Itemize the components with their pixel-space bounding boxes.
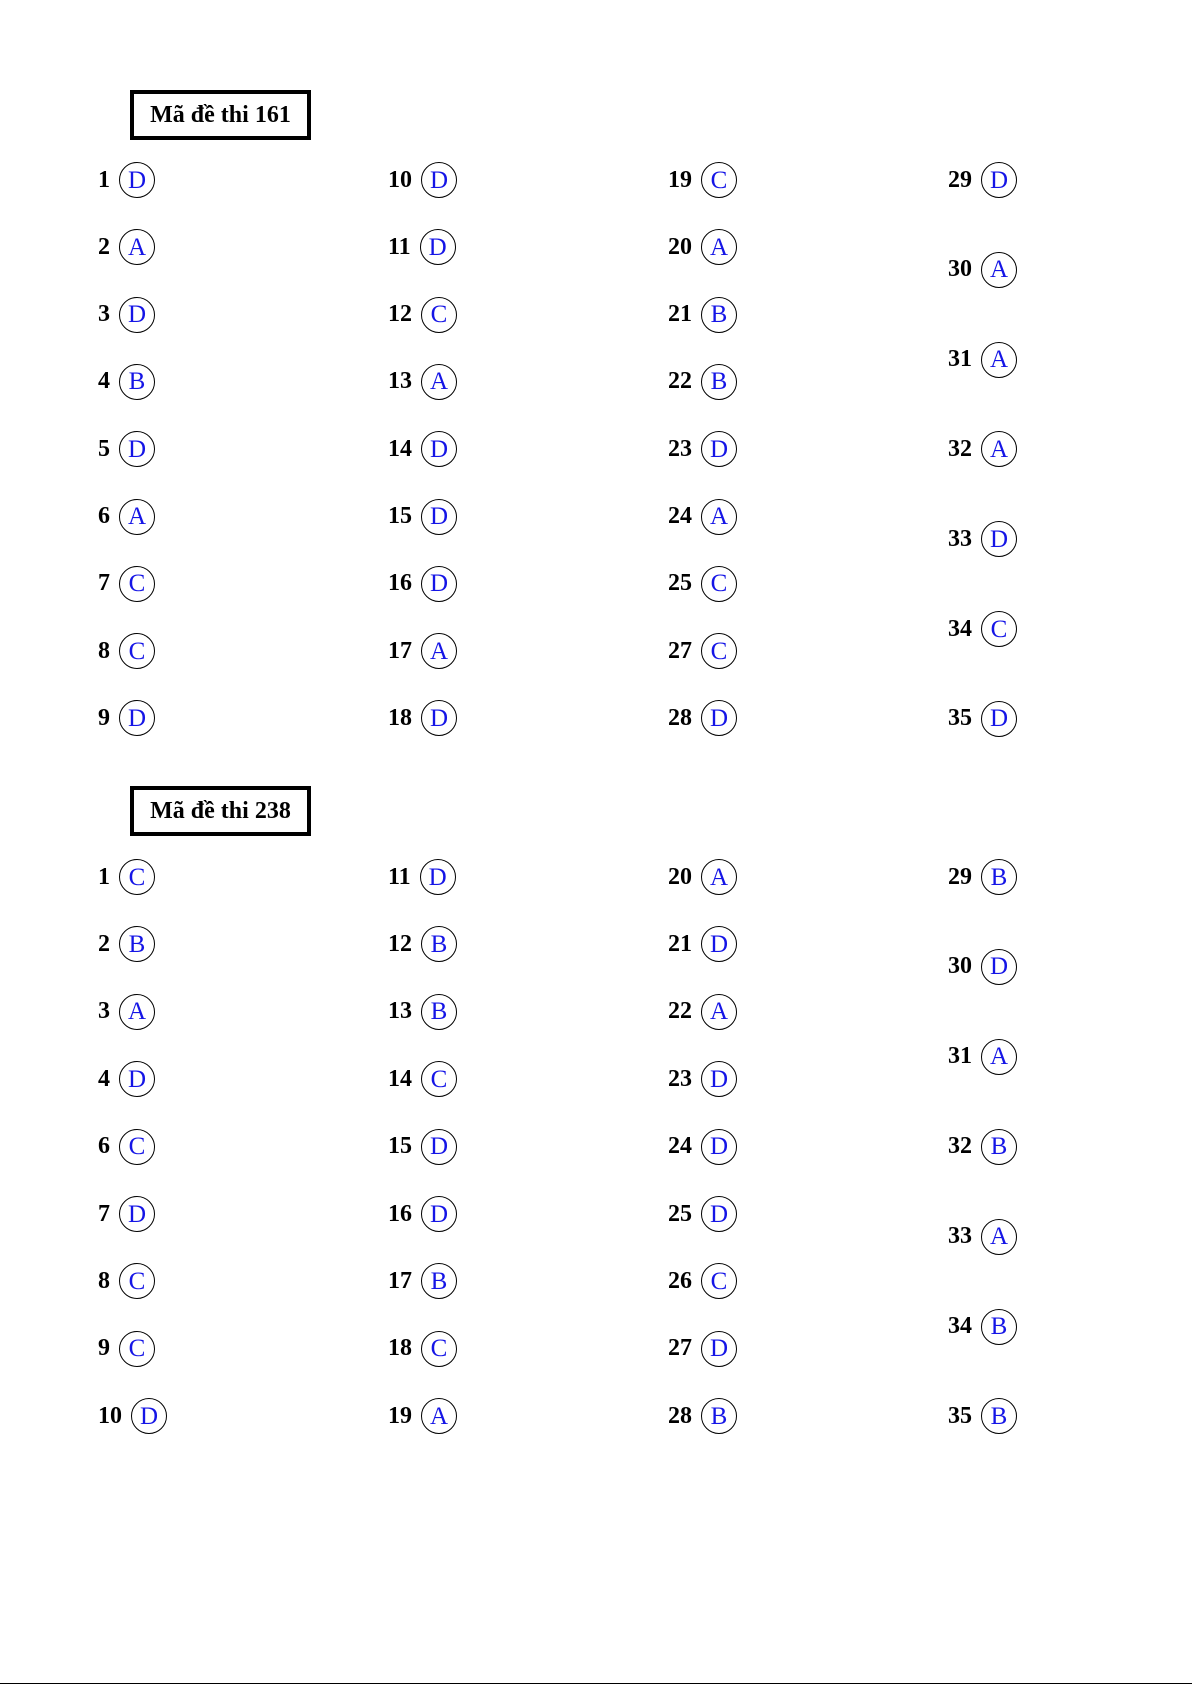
answer-item [98, 992, 155, 1032]
answer-choice-circle: C [701, 633, 737, 669]
question-number: 23 [668, 435, 692, 462]
question-number: 16 [388, 1200, 412, 1227]
answer-choice-circle: B [701, 364, 737, 400]
question-number: 5 [98, 435, 110, 462]
answer-choice-circle: B [981, 1398, 1017, 1434]
answer-choice-circle: A [701, 994, 737, 1030]
question-number: 19 [668, 166, 692, 193]
answer-choice-circle: A [119, 229, 155, 265]
question-number: 3 [98, 998, 110, 1025]
answer-item [668, 1396, 737, 1436]
answer-item [388, 1329, 457, 1369]
answer-item [388, 362, 457, 402]
answer-choice-circle: B [981, 1129, 1017, 1165]
answer-choice-circle: A [981, 252, 1017, 288]
question-number: 19 [388, 1402, 412, 1429]
answer-choice-circle: D [420, 859, 456, 895]
question-number: 30 [948, 953, 972, 980]
answer-item [668, 160, 737, 200]
question-number: 29 [948, 863, 972, 890]
answer-choice-circle: D [981, 701, 1017, 737]
answer-item [388, 857, 456, 897]
answer-choice-circle: D [421, 566, 457, 602]
answer-item [388, 227, 456, 267]
answer-choice-circle: D [119, 1061, 155, 1097]
question-number: 22 [668, 368, 692, 395]
answer-item [948, 519, 1017, 559]
question-number: 11 [388, 233, 411, 260]
answer-item [668, 1329, 737, 1369]
answer-item [948, 340, 1017, 380]
answer-choice-circle: A [119, 994, 155, 1030]
answer-choice-circle: B [421, 1263, 457, 1299]
answer-choice-circle: D [119, 431, 155, 467]
answer-choice-circle: D [421, 162, 457, 198]
question-number: 13 [388, 998, 412, 1025]
question-number: 24 [668, 503, 692, 529]
answer-item [98, 631, 155, 671]
question-number: 8 [98, 1267, 110, 1294]
answer-column-4 [948, 863, 1148, 1437]
answer-column-1 [98, 863, 298, 1437]
answer-item [388, 295, 457, 335]
exam-code-title-238: Mã đề thi 238 [130, 786, 311, 836]
question-number: 12 [388, 301, 412, 328]
answer-choice-circle: A [701, 499, 737, 535]
answer-item [668, 1261, 737, 1301]
answer-item [98, 429, 155, 469]
question-number: 32 [948, 435, 972, 462]
answer-choice-circle: C [421, 1331, 457, 1367]
question-number: 27 [668, 1335, 692, 1362]
answer-choice-circle: D [119, 297, 155, 333]
question-number: 1 [98, 166, 110, 193]
answer-choice-circle: C [701, 162, 737, 198]
answer-item [668, 698, 737, 738]
question-number: 26 [668, 1267, 692, 1294]
answer-item [98, 924, 155, 964]
question-number: 33 [948, 1223, 972, 1250]
question-number: 1 [98, 863, 110, 890]
answer-item [388, 698, 457, 738]
answer-item [668, 857, 737, 897]
question-number: 24 [668, 1133, 692, 1160]
answer-item [668, 631, 737, 671]
answer-choice-circle: C [119, 859, 155, 895]
answer-item [388, 1261, 457, 1301]
question-number: 21 [668, 301, 692, 328]
answer-choice-circle: C [119, 1263, 155, 1299]
answer-choice-circle: D [131, 1398, 167, 1434]
answer-choice-circle: D [421, 1196, 457, 1232]
answer-choice-circle: B [701, 1398, 737, 1434]
question-number: 22 [668, 998, 692, 1025]
answer-choice-circle: C [421, 297, 457, 333]
answer-choice-circle: D [421, 431, 457, 467]
answer-item [948, 947, 1017, 987]
answer-choice-circle: A [701, 859, 737, 895]
answer-item [948, 857, 1017, 897]
answer-choice-circle: D [701, 431, 737, 467]
answer-choice-circle: A [981, 1219, 1017, 1255]
answer-item [668, 924, 737, 964]
answer-item [98, 160, 155, 200]
question-number: 20 [668, 233, 692, 260]
answer-choice-circle: D [981, 949, 1017, 985]
question-number: 29 [948, 166, 972, 193]
answer-choice-circle: A [981, 1039, 1017, 1075]
answer-choice-circle: C [981, 611, 1017, 647]
answer-item [948, 609, 1017, 649]
answer-item [98, 1059, 155, 1099]
answer-item [388, 1396, 457, 1436]
answer-choice-circle: A [119, 499, 155, 535]
answer-item [388, 497, 457, 537]
answer-item [388, 992, 457, 1032]
answer-choice-circle: D [421, 499, 457, 535]
question-number: 20 [668, 863, 692, 890]
answer-item [948, 160, 1017, 200]
question-number: 25 [668, 1200, 692, 1227]
answer-item [98, 698, 155, 738]
answer-item [668, 992, 737, 1032]
answer-choice-circle: C [119, 633, 155, 669]
answer-item [98, 857, 155, 897]
answer-choice-circle: D [981, 162, 1017, 198]
answer-choice-circle: C [119, 1331, 155, 1367]
question-number: 18 [388, 1335, 412, 1362]
answer-item [948, 1127, 1017, 1167]
answer-choice-circle: B [421, 926, 457, 962]
answer-item [98, 362, 155, 402]
answer-item [388, 429, 457, 469]
question-number: 14 [388, 435, 412, 462]
answer-choice-circle: D [701, 1331, 737, 1367]
question-number: 9 [98, 1335, 110, 1362]
answer-choice-circle: D [119, 1196, 155, 1232]
answer-choice-circle: D [701, 700, 737, 736]
question-number: 2 [98, 930, 110, 957]
question-number: 28 [668, 1402, 692, 1429]
answer-item [668, 295, 737, 335]
answer-item [948, 1396, 1017, 1436]
question-number: 28 [668, 704, 692, 731]
answer-item [98, 295, 155, 335]
question-number: 11 [388, 863, 411, 890]
answer-item [388, 1194, 457, 1234]
answer-column-3 [668, 166, 868, 740]
question-number: 2 [98, 233, 110, 260]
question-number: 12 [388, 930, 412, 957]
answer-item [668, 429, 737, 469]
question-number: 34 [948, 615, 972, 642]
question-number: 31 [948, 346, 972, 373]
answer-choice-circle: C [701, 1263, 737, 1299]
answer-column-2 [388, 166, 588, 740]
question-number: 10 [98, 1402, 122, 1429]
answer-choice-circle: D [701, 926, 737, 962]
question-number: 17 [388, 1267, 412, 1294]
question-number: 34 [948, 1313, 972, 1339]
answer-choice-circle: D [420, 229, 456, 265]
answer-item [98, 1329, 155, 1369]
answer-choice-circle: D [119, 162, 155, 198]
question-number: 13 [388, 368, 412, 395]
answer-choice-circle: B [421, 994, 457, 1030]
answer-choice-circle: A [981, 342, 1017, 378]
question-number: 7 [98, 570, 110, 597]
question-number: 21 [668, 930, 692, 957]
answer-item [98, 227, 155, 267]
answer-choice-circle: A [421, 633, 457, 669]
answer-choice-circle: D [119, 700, 155, 736]
question-number: 23 [668, 1065, 692, 1092]
question-number: 6 [98, 503, 110, 529]
answer-choice-circle: D [421, 1129, 457, 1165]
answer-column-4 [948, 166, 1148, 740]
answer-item [668, 362, 737, 402]
answer-choice-circle: D [701, 1061, 737, 1097]
question-number: 32 [948, 1133, 972, 1160]
answer-item [98, 1194, 155, 1234]
answer-choice-circle: D [981, 521, 1017, 557]
answer-item [388, 1127, 457, 1167]
answer-choice-circle: C [421, 1061, 457, 1097]
answer-item [98, 1396, 167, 1436]
answer-choice-circle: D [701, 1196, 737, 1232]
answer-item [98, 497, 155, 537]
answer-item [668, 564, 737, 604]
answer-item [668, 227, 737, 267]
answer-choice-circle: B [701, 297, 737, 333]
answer-choice-circle: B [981, 1309, 1017, 1345]
answer-column-2 [388, 863, 588, 1437]
answer-item [98, 1261, 155, 1301]
answer-item [668, 1127, 737, 1167]
answer-choice-circle: A [421, 1398, 457, 1434]
answer-item [668, 1059, 737, 1099]
question-number: 15 [388, 503, 412, 529]
answer-choice-circle: D [421, 700, 457, 736]
answer-item [948, 429, 1017, 469]
question-number: 10 [388, 166, 412, 193]
answer-item [948, 699, 1017, 739]
answer-column-1 [98, 166, 298, 740]
question-number: 8 [98, 637, 110, 664]
question-number: 9 [98, 704, 110, 731]
question-number: 3 [98, 301, 110, 328]
answer-item [388, 631, 457, 671]
question-number: 4 [98, 368, 110, 395]
exam-code-title-161: Mã đề thi 161 [130, 90, 311, 140]
question-number: 7 [98, 1200, 110, 1227]
answer-item [98, 564, 155, 604]
question-number: 25 [668, 570, 692, 597]
answer-item [948, 250, 1017, 290]
answer-item [948, 1217, 1017, 1257]
question-number: 33 [948, 525, 972, 552]
answer-choice-circle: C [701, 566, 737, 602]
answer-choice-circle: D [701, 1129, 737, 1165]
question-number: 15 [388, 1133, 412, 1160]
answer-choice-circle: B [981, 859, 1017, 895]
question-number: 16 [388, 570, 412, 597]
answer-item [948, 1307, 1017, 1347]
answer-item [388, 1059, 457, 1099]
question-number: 18 [388, 704, 412, 731]
answer-item [948, 1037, 1017, 1077]
question-number: 35 [948, 1402, 972, 1429]
answer-item [668, 497, 737, 537]
question-number: 35 [948, 705, 972, 732]
answer-choice-circle: A [981, 431, 1017, 467]
answer-choice-circle: B [119, 364, 155, 400]
answer-choice-circle: A [701, 229, 737, 265]
question-number: 27 [668, 637, 692, 664]
question-number: 31 [948, 1043, 972, 1070]
question-number: 14 [388, 1065, 412, 1092]
question-number: 4 [98, 1065, 110, 1092]
answer-item [668, 1194, 737, 1234]
answer-item [388, 924, 457, 964]
answer-item [388, 160, 457, 200]
answer-item [388, 564, 457, 604]
question-number: 6 [98, 1133, 110, 1160]
answer-choice-circle: C [119, 1129, 155, 1165]
answer-choice-circle: C [119, 566, 155, 602]
answer-item [98, 1127, 155, 1167]
answer-choice-circle: A [421, 364, 457, 400]
page-bottom-rule [0, 1683, 1192, 1684]
answer-column-3 [668, 863, 868, 1437]
question-number: 17 [388, 637, 412, 664]
answer-choice-circle: B [119, 926, 155, 962]
question-number: 30 [948, 256, 972, 283]
